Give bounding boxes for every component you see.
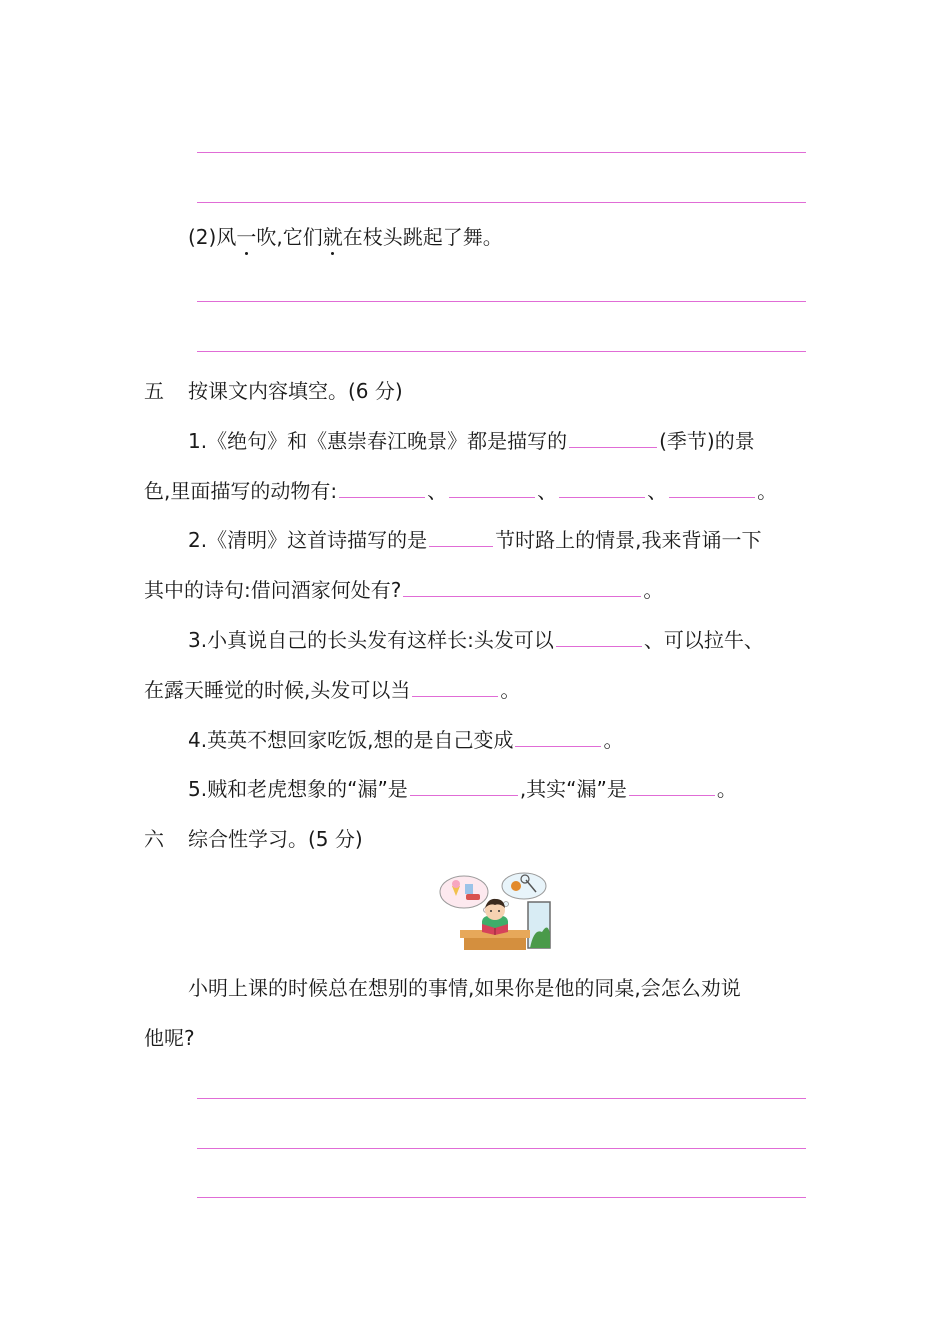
- fill-blank[interactable]: [515, 726, 601, 747]
- section-title: 按课文内容填空。(6 分): [188, 379, 403, 403]
- fill-blank[interactable]: [412, 676, 498, 697]
- fill-blank[interactable]: [556, 626, 642, 647]
- boy-daydreaming-illustration: [438, 872, 554, 952]
- answer-line[interactable]: [197, 351, 806, 352]
- q5-1-line2: 色,里面描写的动物有: 、 、 、 。: [144, 479, 778, 503]
- q5-1-line1: 1.《绝句》和《惠崇春江晚景》都是描写的 (季节)的景: [188, 429, 755, 453]
- section-6-question-line2: 他呢?: [144, 1026, 195, 1050]
- q5-2-line2: 其中的诗句:借问酒家何处有? 。: [144, 578, 664, 602]
- q5-3-line1: 3.小真说自己的长头发有这样长:头发可以 、可以拉牛、: [188, 628, 764, 652]
- answer-line[interactable]: [197, 1148, 806, 1149]
- fill-blank[interactable]: [559, 477, 645, 498]
- q4-item-2: (2)风一吹,它们就在枝头跳起了舞。: [188, 225, 503, 249]
- section-number: 五: [144, 379, 164, 403]
- q5-5: 5.贼和老虎想象的“漏”是 ,其实“漏”是 。: [188, 777, 737, 801]
- section-title: 综合性学习。(5 分): [188, 827, 363, 851]
- answer-line[interactable]: [197, 202, 806, 203]
- fill-blank[interactable]: [569, 427, 657, 448]
- fill-blank[interactable]: [410, 775, 518, 796]
- dotted-char: 就: [322, 225, 343, 249]
- answer-line[interactable]: [197, 301, 806, 302]
- section-6-question-line1: 小明上课的时候总在想别的事情,如果你是他的同桌,会怎么劝说: [188, 976, 741, 1000]
- section-6-heading: [144, 825, 363, 853]
- q5-4: 4.英英不想回家吃饭,想的是自己变成 。: [188, 728, 624, 752]
- answer-line[interactable]: [197, 1197, 806, 1198]
- fill-blank[interactable]: [669, 477, 755, 498]
- fill-blank[interactable]: [629, 775, 715, 796]
- q4-item-2-text: 风一吹,它们就在枝头跳起了舞。: [216, 225, 503, 249]
- q5-3-line2: 在露天睡觉的时候,头发可以当 。: [144, 678, 521, 702]
- answer-line[interactable]: [197, 152, 806, 153]
- fill-blank[interactable]: [449, 477, 535, 498]
- dotted-char: 一: [236, 225, 257, 249]
- section-number: 六: [144, 827, 164, 851]
- fill-blank[interactable]: [339, 477, 425, 498]
- q5-2-line1: 2.《清明》这首诗描写的是 节时路上的情景,我来背诵一下: [188, 528, 762, 552]
- answer-line[interactable]: [197, 1098, 806, 1099]
- fill-blank[interactable]: [403, 576, 641, 597]
- fill-blank[interactable]: [429, 526, 493, 547]
- section-5-heading: [144, 377, 403, 405]
